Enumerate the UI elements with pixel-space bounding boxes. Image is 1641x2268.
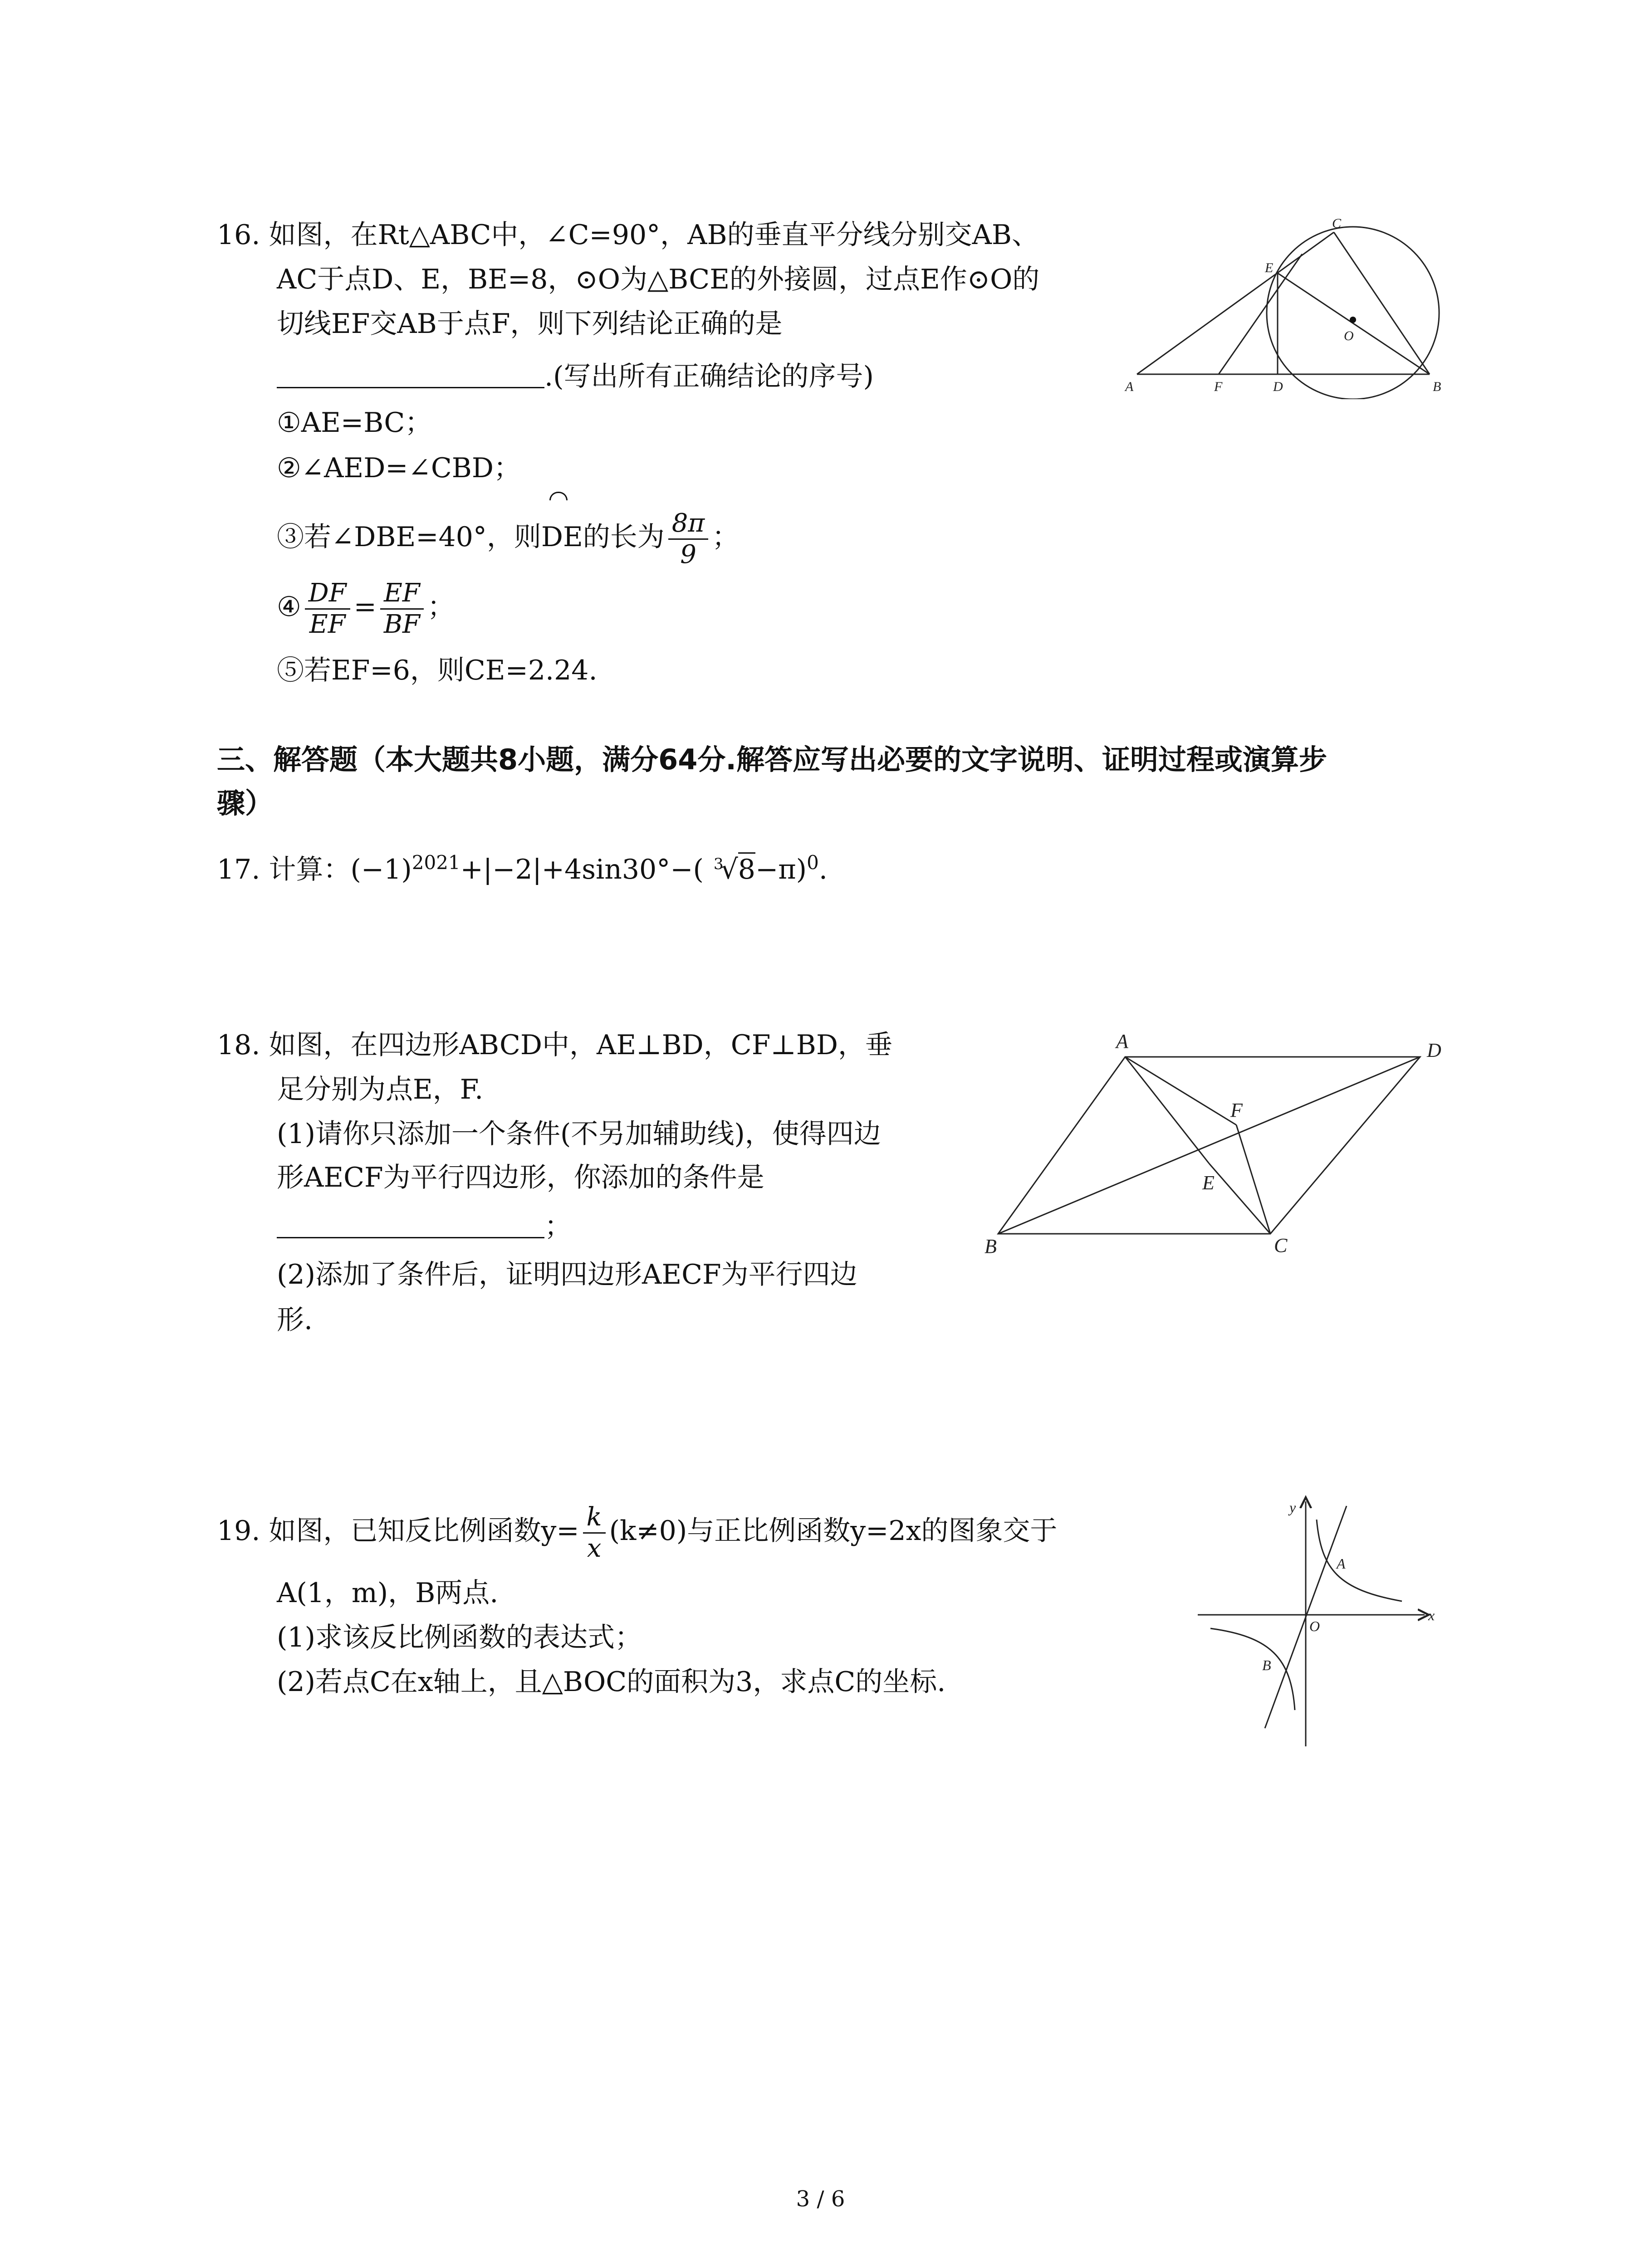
q18-line-7: 形. — [277, 1304, 313, 1336]
answer-blank — [277, 359, 544, 388]
label-e: E — [1265, 260, 1274, 275]
figure-19-function-graph — [1189, 1492, 1443, 1751]
center-o-dot — [1350, 317, 1356, 323]
q19-prefix: 19. 如图，已知反比例函数y= — [217, 1515, 579, 1547]
q19-line-1 — [217, 1497, 1057, 1565]
q16-option-3-mid: 的长为 — [583, 521, 665, 553]
q16-option-3 — [277, 505, 739, 570]
q17-line — [217, 845, 828, 888]
q18-line-6: (2)添加了条件后，证明四边形AECF为平行四边 — [277, 1259, 857, 1290]
cube-root: $^3$√8 — [714, 854, 755, 885]
segment-fc — [1236, 1125, 1270, 1234]
tangent-ef — [1219, 254, 1302, 374]
label-x: x — [1428, 1607, 1435, 1623]
label-o: O — [1344, 328, 1354, 343]
label-f: F — [1214, 379, 1223, 394]
exponent-2021: 2021 — [411, 851, 460, 874]
page-number: 3 / 6 — [796, 2186, 845, 2212]
fraction-8pi-9 — [668, 508, 708, 570]
q16-instruction: .(写出所有正确结论的序号) — [544, 361, 874, 392]
q16-line-4 — [277, 358, 874, 395]
circle-o — [1267, 227, 1439, 399]
fraction-denominator: 9 — [680, 539, 696, 569]
q18-line-4: 形AECF为平行四边形，你添加的条件是 — [277, 1162, 764, 1193]
section-3-heading-line-2: 骤） — [217, 787, 274, 820]
q16-option-3-prefix: ③若∠DBE=40°，则 — [277, 521, 541, 553]
q17-end: . — [818, 854, 828, 885]
q16-option-5: ⑤若EF=6，则CE=2.24. — [277, 655, 598, 686]
q18-line-2: 足分别为点E，F. — [277, 1074, 484, 1105]
q17-mid: +|−2|+4sin30°−( — [460, 854, 704, 885]
equals-sign: = — [353, 591, 377, 623]
segment-ac — [1137, 232, 1334, 374]
fraction-k-x — [583, 1502, 606, 1564]
fraction-denominator: BF — [383, 609, 420, 639]
root-index: 3 — [713, 855, 724, 873]
q16-line-1: 16. 如图，在Rt△ABC中，∠C=90°，AB的垂直平分线分别交AB、 — [217, 219, 1039, 251]
q16-option-3-end: ； — [712, 521, 740, 553]
q17-prefix: 17. 计算：(−1) — [217, 854, 412, 885]
label-f: F — [1230, 1099, 1243, 1121]
label-c: C — [1332, 218, 1342, 231]
label-a: A — [1125, 379, 1134, 394]
radicand: 8 — [738, 852, 755, 885]
fraction-ef-bf — [380, 578, 424, 640]
label-a: A — [1116, 1030, 1128, 1052]
arc-de: DE — [541, 505, 583, 569]
q16-line-3: 切线EF交AB于点F，则下列结论正确的是 — [277, 308, 783, 340]
q19-line-4: (2)若点C在x轴上，且△BOC的面积为3，求点C的坐标. — [277, 1666, 946, 1698]
label-y: y — [1289, 1499, 1296, 1515]
label-a: A — [1337, 1555, 1346, 1572]
figure-18-quadrilateral — [962, 1021, 1461, 1256]
fraction-numerator: 8π — [668, 508, 708, 540]
q17-after-root: −π) — [755, 854, 807, 885]
label-b: B — [985, 1235, 997, 1256]
segment-af — [1125, 1057, 1236, 1125]
fraction-numerator: DF — [305, 578, 350, 610]
label-d: D — [1273, 379, 1283, 394]
q16-option-4-prefix: ④ — [277, 591, 301, 623]
label-e: E — [1202, 1172, 1215, 1194]
answer-blank — [277, 1209, 544, 1238]
label-o: O — [1309, 1618, 1320, 1634]
q16-option-1: ①AE=BC； — [277, 407, 432, 439]
q16-option-4 — [277, 575, 455, 640]
exponent-0: 0 — [807, 851, 819, 874]
label-d: D — [1427, 1039, 1441, 1061]
label-b: B — [1433, 379, 1441, 394]
q16-line-2: AC于点D、E，BE=8，⊙O为△BCE的外接圆，过点E作⊙O的 — [277, 264, 1040, 295]
q18-line-5 — [277, 1208, 572, 1245]
fraction-numerator: k — [583, 1502, 606, 1534]
q19-after-fraction: (k≠0)与正比例函数y=2x的图象交于 — [609, 1515, 1058, 1547]
q19-line-2: A(1，m)，B两点. — [277, 1577, 499, 1609]
hyperbola-branch-2 — [1210, 1628, 1295, 1710]
segment-ae — [1125, 1057, 1209, 1163]
section-3-heading-line-1: 三、解答题（本大题共8小题，满分64分.解答应写出必要的文字说明、证明过程或演算步 — [217, 743, 1327, 776]
fraction-df-ef — [305, 578, 350, 640]
label-b: B — [1262, 1657, 1271, 1673]
figure-16-circle-triangle — [1121, 218, 1465, 399]
segment-ec — [1209, 1163, 1270, 1234]
q18-line-3: (1)请你只添加一个条件(不另加辅助线)，使得四边 — [277, 1118, 881, 1150]
q19-line-3: (1)求该反比例函数的表达式； — [277, 1622, 642, 1653]
q16-option-2: ②∠AED=∠CBD； — [277, 452, 521, 484]
segment-eb — [1278, 273, 1430, 374]
q18-semicolon: ； — [544, 1211, 572, 1242]
hyperbola-branch-1 — [1317, 1520, 1402, 1601]
fraction-denominator: x — [587, 1533, 602, 1563]
q16-option-4-end: ； — [427, 591, 455, 623]
fraction-denominator: EF — [309, 609, 346, 639]
fraction-numerator: EF — [380, 578, 424, 610]
q18-line-1: 18. 如图，在四边形ABCD中，AE⊥BD，CF⊥BD，垂 — [217, 1029, 892, 1061]
label-c: C — [1274, 1234, 1288, 1256]
